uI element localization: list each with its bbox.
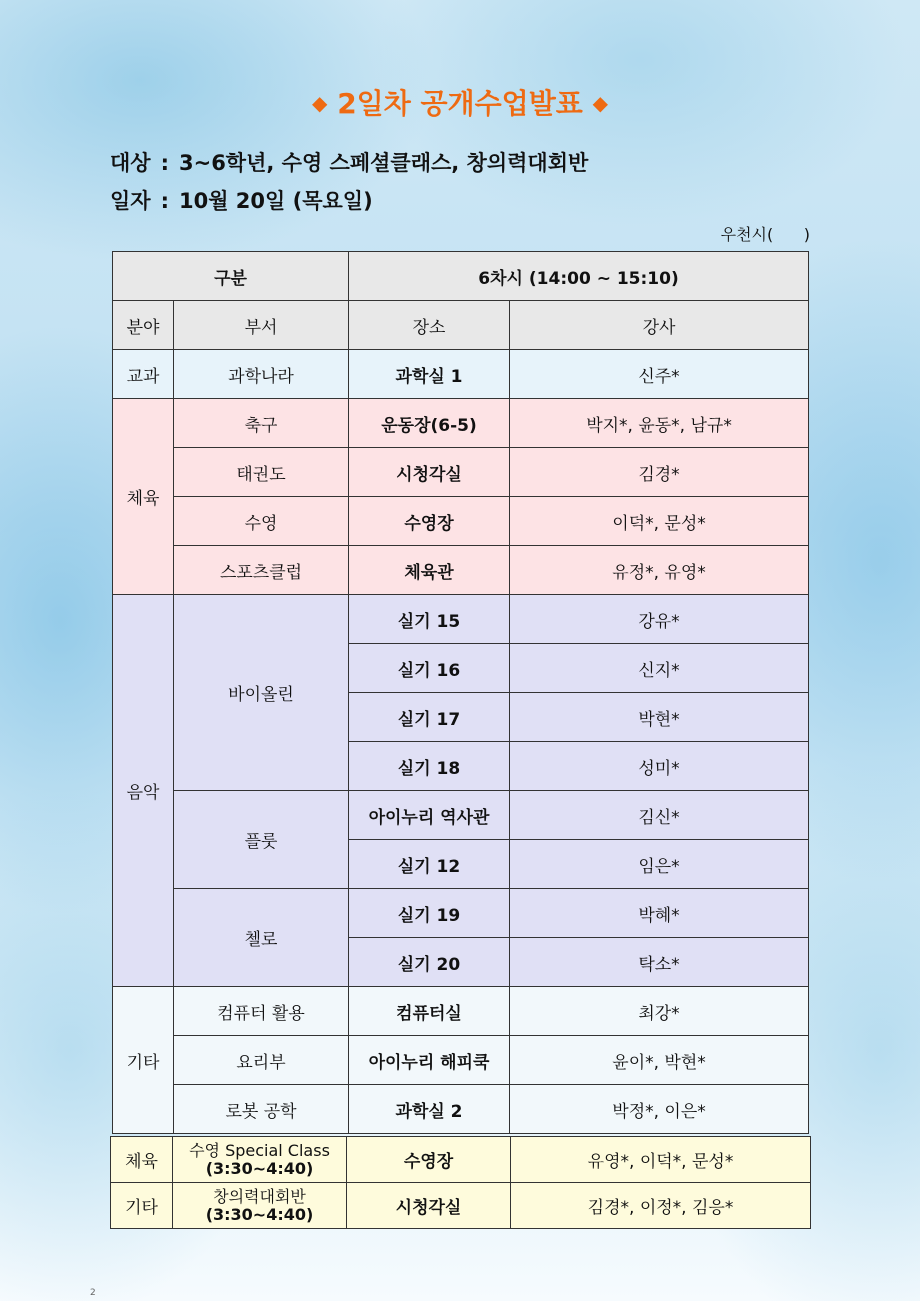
schedule-table (112, 251, 809, 1134)
dept-cell: 스포츠클럽 (174, 546, 349, 595)
subheader-dept: 부서 (174, 301, 349, 350)
teacher-cell: 성미* (510, 742, 809, 791)
dept-cell: 첼로 (174, 889, 349, 987)
teacher-cell: 유정*, 유영* (510, 546, 809, 595)
teacher-cell: 윤이*, 박현* (510, 1036, 809, 1085)
dept-cell: 로봇 공학 (174, 1085, 349, 1134)
teacher-cell: 박현* (510, 693, 809, 742)
dept-name: 수영 Special Class (189, 1140, 330, 1160)
dept-time: (3:30~4:40) (205, 1204, 314, 1224)
page-number: 2 (90, 1288, 96, 1298)
extra-class-table (110, 1136, 811, 1229)
table-row (113, 791, 809, 840)
table-row (113, 399, 809, 448)
dept-cell: 플룻 (174, 791, 349, 889)
page-title (0, 82, 920, 122)
place-cell: 실기 20 (349, 938, 510, 987)
place-cell: 컴퓨터실 (349, 987, 510, 1036)
table-row (113, 448, 809, 497)
target-line (110, 147, 588, 177)
dept-cell: 과학나라 (174, 350, 349, 399)
diamond-icon: ◆ (592, 91, 608, 115)
place-cell: 운동장(6-5) (349, 399, 510, 448)
teacher-cell: 박지*, 윤동*, 남규* (510, 399, 809, 448)
field-cell: 기타 (111, 1183, 173, 1229)
place-cell: 과학실 2 (349, 1085, 510, 1134)
rain-note: 우천시( ) (720, 225, 810, 244)
teacher-cell: 임은* (510, 840, 809, 889)
dept-cell: 바이올린 (174, 595, 349, 791)
colon: : (160, 151, 169, 175)
table-row (113, 889, 809, 938)
place-cell: 수영장 (349, 497, 510, 546)
dept-time: (3:30~4:40) (205, 1158, 314, 1178)
place-cell: 수영장 (347, 1137, 511, 1183)
table-row (113, 987, 809, 1036)
place-cell: 실기 17 (349, 693, 510, 742)
table-row (113, 497, 809, 546)
header-period: 6차시 (14:00 ~ 15:10) (349, 252, 809, 301)
table-row (113, 595, 809, 644)
dept-cell: 컴퓨터 활용 (174, 987, 349, 1036)
place-cell: 실기 12 (349, 840, 510, 889)
table-row (113, 1036, 809, 1085)
date-label: 일자 (110, 189, 151, 213)
teacher-cell: 박혜* (510, 889, 809, 938)
target-label: 대상 (110, 151, 151, 175)
field-cell: 체육 (111, 1137, 173, 1183)
teacher-cell: 김경*, 이정*, 김응* (511, 1183, 811, 1229)
table-row (111, 1137, 811, 1183)
subheader-place: 장소 (349, 301, 510, 350)
subheader-field: 분야 (113, 301, 174, 350)
teacher-cell: 신주* (510, 350, 809, 399)
dept-cell: 태권도 (174, 448, 349, 497)
teacher-cell: 신지* (510, 644, 809, 693)
teacher-cell: 박정*, 이은* (510, 1085, 809, 1134)
field-cell: 교과 (113, 350, 174, 399)
dept-name: 창의력대회반 (213, 1186, 306, 1206)
place-cell: 체육관 (349, 546, 510, 595)
dept-cell (173, 1183, 347, 1229)
place-cell: 아이누리 역사관 (349, 791, 510, 840)
place-cell: 실기 15 (349, 595, 510, 644)
date-value: 10월 20일 (목요일) (178, 189, 373, 213)
teacher-cell: 유영*, 이덕*, 문성* (511, 1137, 811, 1183)
place-cell: 실기 19 (349, 889, 510, 938)
teacher-cell: 이덕*, 문성* (510, 497, 809, 546)
table-row (113, 1085, 809, 1134)
teacher-cell: 김경* (510, 448, 809, 497)
place-cell: 시청각실 (347, 1183, 511, 1229)
place-cell: 실기 18 (349, 742, 510, 791)
colon: : (160, 189, 169, 213)
subheader-teacher: 강사 (510, 301, 809, 350)
table-row (113, 546, 809, 595)
header-category: 구분 (113, 252, 349, 301)
field-cell: 기타 (113, 987, 174, 1134)
dept-cell: 수영 (174, 497, 349, 546)
teacher-cell: 강유* (510, 595, 809, 644)
teacher-cell: 탁소* (510, 938, 809, 987)
dept-cell: 축구 (174, 399, 349, 448)
place-cell: 실기 16 (349, 644, 510, 693)
teacher-cell: 최강* (510, 987, 809, 1036)
dept-cell: 요리부 (174, 1036, 349, 1085)
field-cell: 음악 (113, 595, 174, 987)
place-cell: 아이누리 해피쿡 (349, 1036, 510, 1085)
table-row (111, 1183, 811, 1229)
target-value: 3~6학년, 수영 스페셜클래스, 창의력대회반 (178, 151, 589, 175)
teacher-cell: 김신* (510, 791, 809, 840)
dept-cell (173, 1137, 347, 1183)
table-row (113, 350, 809, 399)
diamond-icon: ◆ (312, 91, 328, 115)
place-cell: 시청각실 (349, 448, 510, 497)
date-line (110, 185, 373, 215)
place-cell: 과학실 1 (349, 350, 510, 399)
field-cell: 체육 (113, 399, 174, 595)
title-text: 2일차 공개수업발표 (337, 87, 583, 120)
